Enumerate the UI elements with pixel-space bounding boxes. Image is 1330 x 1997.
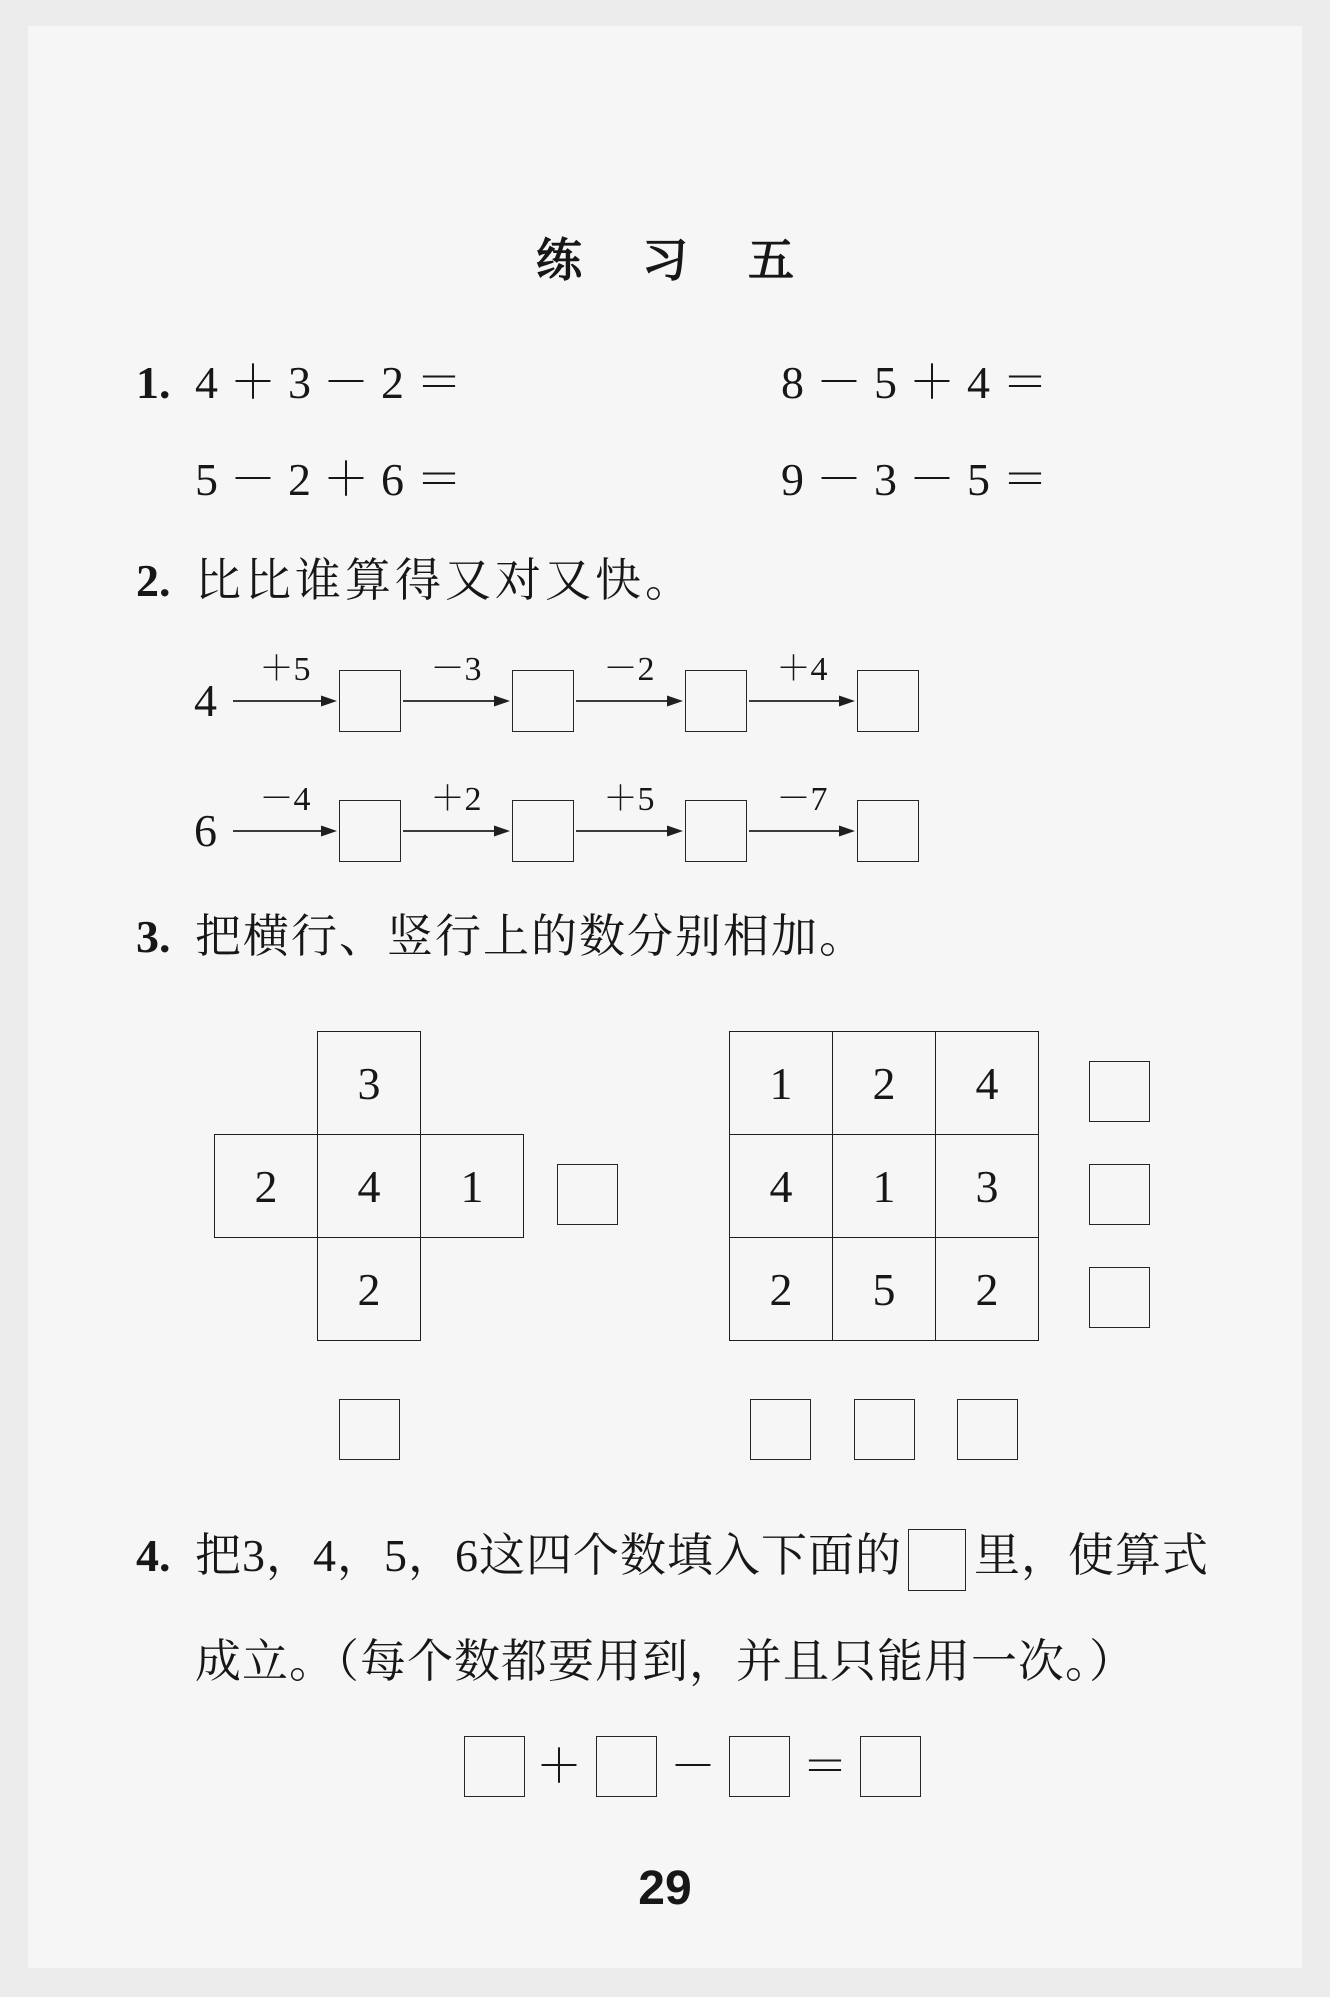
- answer-box: [512, 800, 574, 862]
- row-sum-box: [1089, 1267, 1150, 1328]
- problem-number: 2.: [136, 555, 171, 606]
- grid-cell: 2: [935, 1237, 1039, 1341]
- cross-cell: 3: [317, 1031, 421, 1135]
- chain-start-number: 6: [194, 805, 217, 856]
- cross-cell: 2: [317, 1237, 421, 1341]
- equation-box: [596, 1736, 657, 1797]
- cross-cell: 1: [420, 1134, 524, 1238]
- page-title: 练 习 五: [535, 233, 817, 287]
- problem-instruction-line: 成立。（每个数都要用到，并且只能用一次。）: [195, 1636, 1136, 1687]
- chain-operation-label: －7: [776, 781, 828, 818]
- problem-instruction: 把横行、竖行上的数分别相加。: [195, 911, 867, 962]
- chain-operation-label: ＋4: [776, 651, 828, 688]
- problem-instruction-line: [195, 1526, 1209, 1586]
- instruction-text: 里，使算式: [974, 1530, 1209, 1581]
- inline-blank-box: [908, 1529, 966, 1591]
- problem-number: 3.: [136, 911, 171, 962]
- arithmetic-expression: 8－5＋4＝: [781, 357, 1060, 408]
- grid-cell: 2: [729, 1237, 833, 1341]
- row-sum-box: [1089, 1061, 1150, 1122]
- column-sum-box: [854, 1399, 915, 1460]
- chain-start-number: 4: [194, 675, 217, 726]
- page-number: 29: [638, 1862, 692, 1915]
- answer-box: [339, 670, 401, 732]
- equation-box: [464, 1736, 525, 1797]
- row-sum-box: [1089, 1164, 1150, 1225]
- answer-box: [685, 800, 747, 862]
- chain-operation-label: ＋5: [259, 651, 311, 688]
- column-sum-box: [750, 1399, 811, 1460]
- grid-cell: 2: [832, 1031, 936, 1135]
- grid-cell: 4: [729, 1134, 833, 1238]
- answer-box: [857, 670, 919, 732]
- equation-operator: ＋: [536, 1741, 582, 1792]
- grid-cell: 1: [832, 1134, 936, 1238]
- answer-box: [512, 670, 574, 732]
- grid-cell: 1: [729, 1031, 833, 1135]
- equation-operator: －: [670, 1741, 716, 1792]
- answer-box: [685, 670, 747, 732]
- answer-box: [339, 800, 401, 862]
- grid-cell: 5: [832, 1237, 936, 1341]
- arithmetic-expression: 9－3－5＝: [781, 454, 1060, 505]
- chain-operation-label: －2: [603, 651, 655, 688]
- chain-operation-label: －3: [430, 651, 482, 688]
- arithmetic-expression: 5－2＋6＝: [195, 454, 474, 505]
- arithmetic-expression: 4＋3－2＝: [195, 357, 474, 408]
- grid-cell: 3: [935, 1134, 1039, 1238]
- column-sum-box: [339, 1399, 400, 1460]
- problem-instruction: 比比谁算得又对又快。: [195, 555, 695, 606]
- problem-number: 4.: [136, 1530, 171, 1581]
- chain-operation-label: ＋5: [603, 781, 655, 818]
- chain-operation-label: －4: [259, 781, 311, 818]
- equation-box: [860, 1736, 921, 1797]
- cross-cell: 4: [317, 1134, 421, 1238]
- equation-operator: ＝: [802, 1741, 848, 1792]
- grid-cell: 4: [935, 1031, 1039, 1135]
- column-sum-box: [957, 1399, 1018, 1460]
- answer-box: [857, 800, 919, 862]
- row-sum-box: [557, 1164, 618, 1225]
- problem-number: 1.: [136, 357, 171, 408]
- cross-cell: 2: [214, 1134, 318, 1238]
- instruction-text: 把3，4，5，6这四个数填入下面的: [195, 1530, 902, 1581]
- chain-operation-label: ＋2: [430, 781, 482, 818]
- equation-box: [729, 1736, 790, 1797]
